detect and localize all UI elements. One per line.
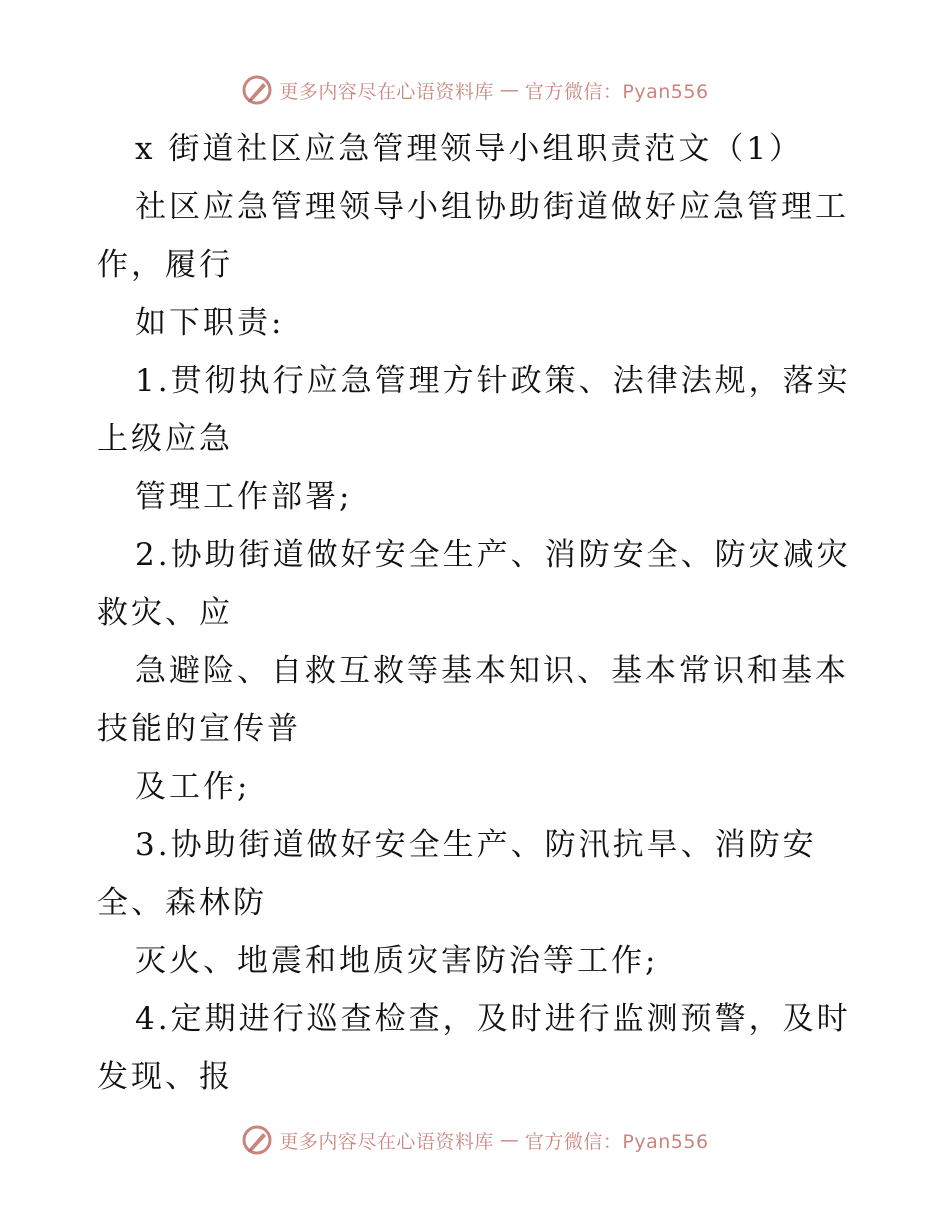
header-watermark [0, 70, 950, 110]
watermark-wechat: 官方微信：Pyan556 [524, 1130, 709, 1153]
document-line: 急避险、自救互救等基本知识、基本常识和基本 [135, 653, 849, 689]
document-line: 灭火、地震和地质灾害防治等工作; [135, 943, 659, 979]
document-line: 作，履行 [97, 247, 233, 283]
document-line: 全、森林防 [97, 885, 267, 921]
watermark-separator: — [499, 79, 519, 101]
document-line: 4.定期进行巡查检查，及时进行监测预警，及时 [135, 1001, 851, 1037]
document-line: 及工作; [135, 769, 251, 805]
watermark-wechat: 官方微信：Pyan556 [524, 80, 709, 103]
document-line: 3.协助街道做好安全生产、防汛抗旱、消防安 [135, 827, 817, 863]
watermark-separator: — [499, 1129, 519, 1151]
pen-logo-icon [241, 1124, 273, 1156]
document-line: 上级应急 [97, 421, 233, 457]
document-line: 技能的宣传普 [97, 711, 301, 747]
document-line: 2.协助街道做好安全生产、消防安全、防灾减灾 [135, 537, 851, 573]
document-line: 管理工作部署; [135, 479, 353, 515]
document-line: 发现、报 [97, 1059, 233, 1095]
document-line: 救灾、应 [97, 595, 233, 631]
document-line: 社区应急管理领导小组协助街道做好应急管理工 [135, 189, 849, 225]
footer-watermark [0, 1120, 950, 1160]
document-body [97, 120, 857, 1106]
document-line: 如下职责: [135, 305, 285, 341]
watermark-text: 更多内容尽在心语资料库 [279, 80, 494, 103]
document-line: x 街道社区应急管理领导小组职责范文（1） [135, 131, 804, 167]
pen-logo-icon [241, 74, 273, 106]
document-line: 1.贯彻执行应急管理方针政策、法律法规，落实 [135, 363, 851, 399]
watermark-text: 更多内容尽在心语资料库 [279, 1130, 494, 1153]
